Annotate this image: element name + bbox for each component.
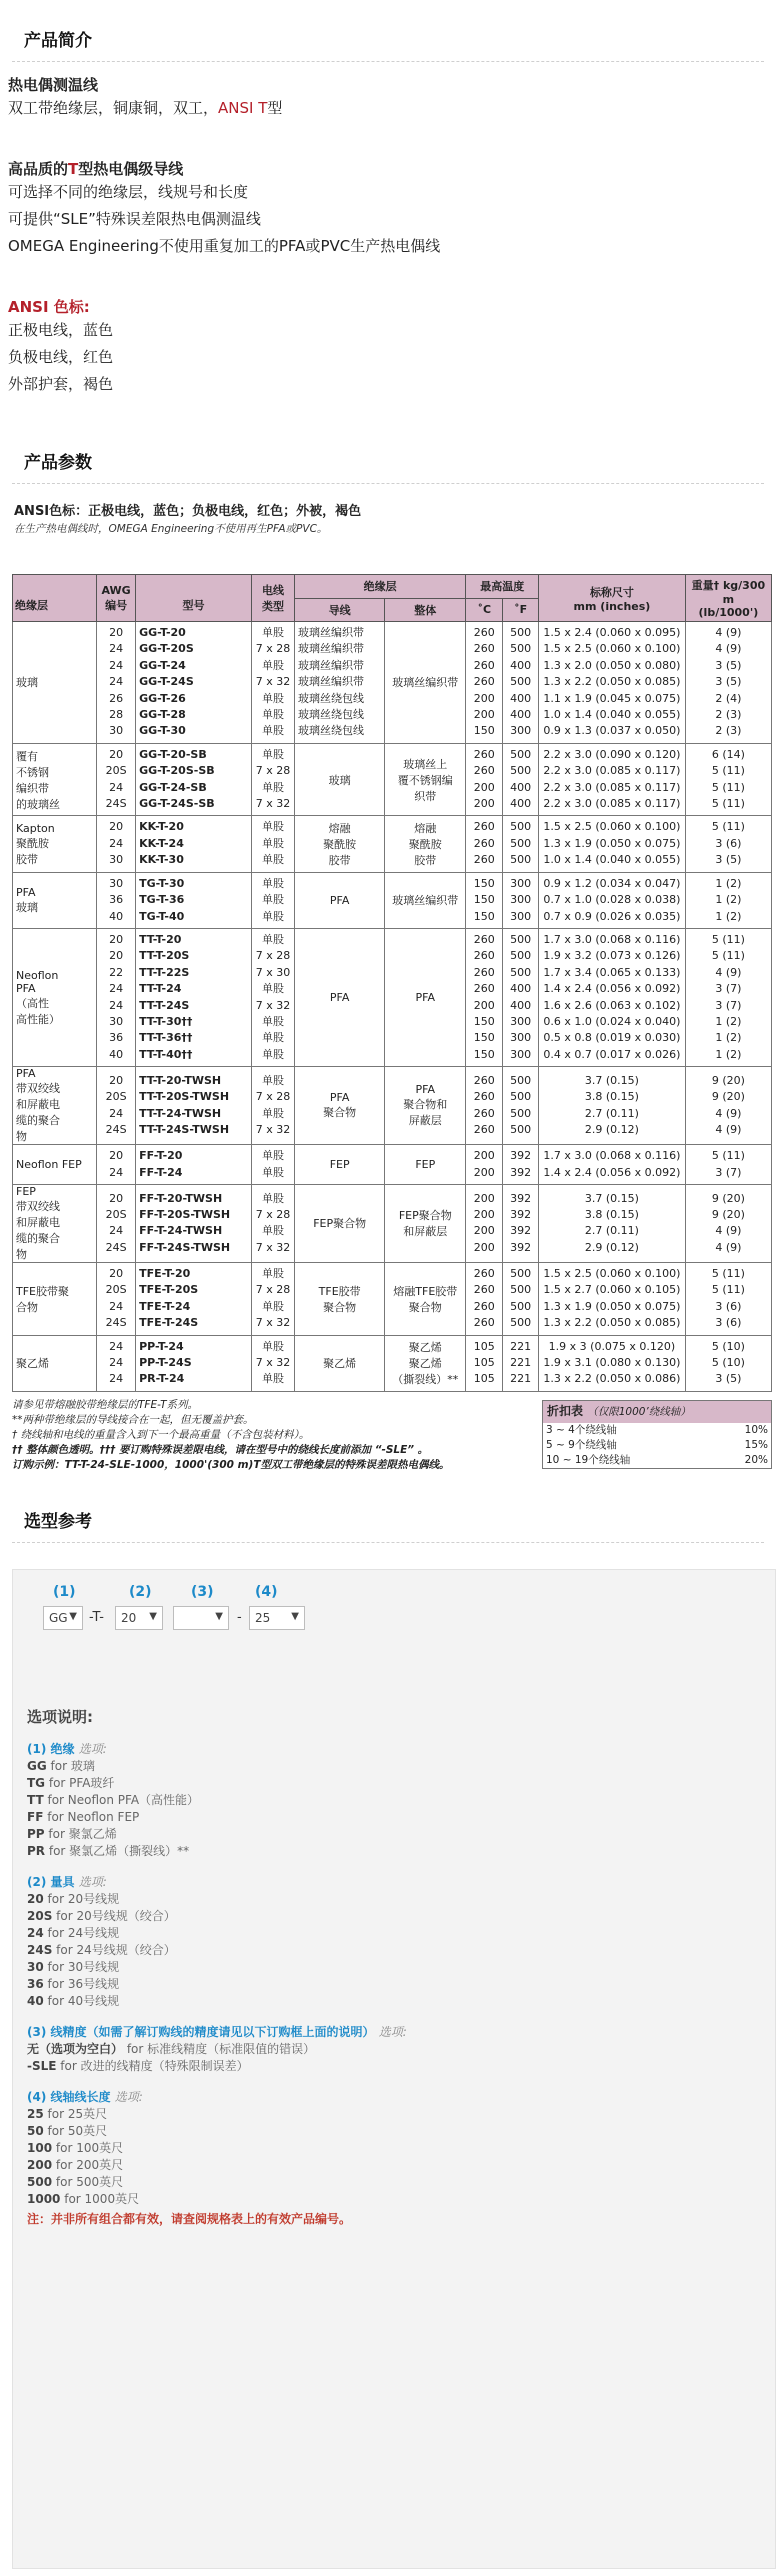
chevron-down-icon: ▼: [149, 1610, 157, 1622]
cell-overall: 玻璃丝编织带: [385, 622, 466, 744]
step-number: (3): [191, 1583, 214, 1600]
ansi-line: ANSI色标：正极电线，蓝色；负极电线，红色；外被，褐色: [14, 504, 362, 519]
option-group-heading: (3) 线精度（如需了解订购线的精度请见以下订购框上面的说明） 选项:: [27, 2024, 407, 2039]
step-number: (4): [255, 1583, 278, 1600]
cell-conductor: 玻璃丝编织带 玻璃丝编织带 玻璃丝编织带 玻璃丝编织带 玻璃丝绕包线 玻璃丝绕包线 玻璃丝绕包线: [295, 622, 385, 744]
th-c: ˚C: [466, 598, 503, 622]
cell-dims: 1.9 x 3 (0.075 x 0.120) 1.9 x 3.1 (0.080 x 0.130) 1.3 x 2.2 (0.050 x 0.086): [539, 1335, 686, 1391]
note-line: 请参见带熔融胶带绝缘层的TFE-T系列。: [12, 1398, 199, 1411]
option-group: [27, 1874, 775, 2010]
option-item: FF for Neoflon FEP: [27, 1809, 140, 1824]
cell-insulation: Neoflon FEP: [13, 1145, 97, 1185]
separator: -T-: [89, 1609, 104, 1625]
cell-insulation: FEP 带双绞线 和屏蔽电 缆的聚合 物: [13, 1184, 97, 1262]
spec-table-body: [13, 622, 772, 1392]
option-item: 20S for 20号线规（绞合）: [27, 1908, 176, 1923]
th-insulation: 绝缘层: [13, 575, 97, 622]
option-group: [27, 1741, 775, 1860]
intro-heading: 产品简介: [12, 14, 764, 62]
th-weight: 重量† kg/300 m (lb/1000'): [685, 575, 771, 622]
table-row: [13, 1262, 772, 1335]
th-awg: AWG 编号: [97, 575, 136, 622]
step-number: (2): [129, 1583, 152, 1600]
cell-wiretype: 单股 7 x 32 单股: [251, 1335, 294, 1391]
option-groups: [27, 1741, 775, 2208]
th-maxtemp: 最高温度: [466, 575, 539, 599]
table-row: [13, 1184, 772, 1262]
title2-pre: 高品质的: [8, 160, 69, 178]
option-item: 30 for 30号线规: [27, 1959, 120, 1974]
intro-title-1: 热电偶测温线: [8, 76, 99, 94]
cell-insulation: TFE胶带聚 合物: [13, 1262, 97, 1335]
option-group: [27, 2024, 775, 2075]
cell-overall: PFA: [385, 928, 466, 1066]
table-row: [13, 1067, 772, 1145]
ansi-note: [0, 484, 776, 536]
gauge-select[interactable]: 20 ▼: [115, 1606, 163, 1630]
cell-weight: 5 (11) 5 (11) 4 (9) 3 (7) 3 (7) 1 (2) 1 (2) 1 (2): [685, 928, 771, 1066]
note-line: † 绕线轴和电线的重量含入到下一个最高重量（不含包装材料）。: [12, 1428, 310, 1441]
cell-insulation: PFA 带双绞线 和屏蔽电 缆的聚合 物: [13, 1067, 97, 1145]
discount-row: 3 ~ 4个绕线轴 10%: [546, 1423, 768, 1436]
selection-heading: 选型参考: [12, 1495, 764, 1543]
table-row: [13, 1145, 772, 1185]
note-line: 订购示例：TT-T-24-SLE-1000，1000'(300 m)T型双工带绝缘层的特殊误差限热电偶线。: [12, 1458, 450, 1471]
cell-temp-c: 260 260 260 260 200 150 150 150: [466, 928, 503, 1066]
cell-awg: 30 36 40: [97, 872, 136, 928]
cell-temp-f: 500 500 500 400 400 300 300 300: [503, 928, 539, 1066]
cell-weight: 9 (20) 9 (20) 4 (9) 4 (9): [685, 1184, 771, 1262]
cell-overall: FEP聚合物 和屏蔽层: [385, 1184, 466, 1262]
selector-row: [27, 1606, 775, 1640]
title2-post: 型热电偶级导线: [78, 160, 184, 178]
cell-temp-c: 150 150 150: [466, 872, 503, 928]
option-item: 200 for 200英尺: [27, 2157, 124, 2172]
cell-weight: 1 (2) 1 (2) 1 (2): [685, 872, 771, 928]
configurator: [12, 1569, 776, 2569]
cell-wiretype: 单股 7 x 28 单股 7 x 32: [251, 743, 294, 816]
cell-temp-c: 260 260 260 260 200 200 150: [466, 622, 503, 744]
intro-line: 正极电线，蓝色: [8, 321, 114, 339]
cell-insulation: 覆有 不锈钢 编织带 的玻璃丝: [13, 743, 97, 816]
chevron-down-icon: ▼: [215, 1610, 223, 1622]
option-item: PR for 聚氯乙烯（撕裂线）**: [27, 1843, 190, 1858]
cell-awg: 20 20S 24 24S: [97, 1262, 136, 1335]
cell-model: FF-T-20-TWSH FF-T-20S-TWSH FF-T-24-TWSH FF-T-24S-TWSH: [136, 1184, 252, 1262]
separator: -: [237, 1609, 242, 1625]
cell-wiretype: 单股 7 x 28 单股 7 x 32: [251, 1262, 294, 1335]
option-item: GG for 玻璃: [27, 1758, 95, 1773]
cell-temp-c: 200 200 200 200: [466, 1184, 503, 1262]
option-group-heading: (4) 线轴线长度 选项:: [27, 2089, 143, 2104]
cell-model: FF-T-20 FF-T-24: [136, 1145, 252, 1185]
option-item: TG for PFA玻纤: [27, 1775, 115, 1790]
cell-weight: 5 (11) 5 (11) 3 (6) 3 (6): [685, 1262, 771, 1335]
accuracy-select[interactable]: [173, 1606, 229, 1630]
cell-dims: 3.7 (0.15) 3.8 (0.15) 2.7 (0.11) 2.9 (0.12): [539, 1067, 686, 1145]
option-item: 20 for 20号线规: [27, 1891, 120, 1906]
cell-weight: 5 (11) 3 (6) 3 (5): [685, 816, 771, 872]
cell-overall: 玻璃丝编织带: [385, 872, 466, 928]
cell-conductor: FEP聚合物: [295, 1184, 385, 1262]
cell-weight: 9 (20) 9 (20) 4 (9) 4 (9): [685, 1067, 771, 1145]
length-select[interactable]: 25 ▼: [249, 1606, 305, 1630]
th-wiretype: 电线 类型: [251, 575, 294, 622]
cell-temp-c: 260 260 260 260: [466, 1067, 503, 1145]
table-header-row: [13, 575, 772, 599]
cell-model: KK-T-20 KK-T-24 KK-T-30: [136, 816, 252, 872]
cell-temp-c: 260 260 260: [466, 816, 503, 872]
cell-wiretype: 单股 7 x 28 单股 7 x 32 单股 单股 单股: [251, 622, 294, 744]
cell-awg: 20 20S 24 24S: [97, 743, 136, 816]
cell-model: TFE-T-20 TFE-T-20S TFE-T-24 TFE-T-24S: [136, 1262, 252, 1335]
cell-temp-f: 300 300 300: [503, 872, 539, 928]
desc1-red: ANSI T: [218, 99, 268, 117]
cell-temp-f: 500 500 500 500: [503, 1262, 539, 1335]
cell-dims: 1.7 x 3.0 (0.068 x 0.116) 1.4 x 2.4 (0.056 x 0.092): [539, 1145, 686, 1185]
cell-model: TT-T-20 TT-T-20S TT-T-22S TT-T-24 TT-T-24S TT-T-30†† TT-T-36†† TT-T-40††: [136, 928, 252, 1066]
cell-temp-c: 105 105 105: [466, 1335, 503, 1391]
cell-weight: 6 (14) 5 (11) 5 (11) 5 (11): [685, 743, 771, 816]
cell-model: GG-T-20-SB GG-T-20S-SB GG-T-24-SB GG-T-24S-SB: [136, 743, 252, 816]
options-title: 选项说明:: [27, 1707, 93, 1726]
insulation-select[interactable]: GG ▼: [43, 1606, 83, 1630]
chevron-down-icon: ▼: [69, 1610, 77, 1622]
intro-title-3: ANSI 色标:: [8, 298, 90, 316]
option-item: 无（选项为空白） for 标准线精度（标准限值的错误）: [27, 2041, 316, 2056]
cell-insulation: 玻璃: [13, 622, 97, 744]
cell-insulation: 聚乙烯: [13, 1335, 97, 1391]
cell-temp-f: 500 500 500: [503, 816, 539, 872]
cell-awg: 20 20 22 24 24 30 36 40: [97, 928, 136, 1066]
option-item: 36 for 36号线规: [27, 1976, 120, 1991]
validity-note: 注：并非所有组合都有效，请查阅规格表上的有效产品编号。: [27, 2211, 352, 2226]
cell-overall: 聚乙烯 聚乙烯 （撕裂线）**: [385, 1335, 466, 1391]
th-ins-group: 绝缘层: [295, 575, 466, 599]
cell-conductor: TFE胶带 聚合物: [295, 1262, 385, 1335]
cell-wiretype: 单股 单股 单股: [251, 816, 294, 872]
cell-model: PP-T-24 PP-T-24S PR-T-24: [136, 1335, 252, 1391]
cell-conductor: PFA: [295, 872, 385, 928]
option-group-heading: (2) 量具 选项:: [27, 1874, 107, 1889]
cell-wiretype: 单股 7 x 28 单股 7 x 32: [251, 1184, 294, 1262]
cell-insulation: PFA 玻璃: [13, 872, 97, 928]
note-line: **两种带绝缘层的导线接合在一起，但无覆盖护套。: [12, 1413, 254, 1426]
cell-temp-c: 260 260 200 200: [466, 743, 503, 816]
cell-temp-c: 200 200: [466, 1145, 503, 1185]
step-number: (1): [53, 1583, 76, 1600]
option-item: PP for 聚氯乙烯: [27, 1826, 117, 1841]
discount-title: 折扣表 （仅限1000’绕线轴）: [543, 1401, 771, 1423]
cell-wiretype: 单股 7 x 28 单股 7 x 32: [251, 1067, 294, 1145]
cell-weight: 4 (9) 4 (9) 3 (5) 3 (5) 2 (4) 2 (3) 2 (3): [685, 622, 771, 744]
step-numbers: [27, 1578, 775, 1600]
table-row: [13, 928, 772, 1066]
option-item: 24S for 24号线规（绞合）: [27, 1942, 176, 1957]
intro-line: 可选择不同的绝缘层，线规号和长度: [8, 183, 249, 201]
option-item: 1000 for 1000英尺: [27, 2191, 140, 2206]
table-row: [13, 872, 772, 928]
cell-temp-f: 392 392: [503, 1145, 539, 1185]
chevron-down-icon: ▼: [291, 1610, 299, 1622]
cell-temp-f: 500 500 400 400: [503, 743, 539, 816]
th-f: ˚F: [503, 598, 539, 622]
table-row: [13, 1335, 772, 1391]
option-group-heading: (1) 绝缘 选项:: [27, 1741, 107, 1756]
cell-awg: 20 24 30: [97, 816, 136, 872]
cell-overall: FEP: [385, 1145, 466, 1185]
th-dims: 标称尺寸 mm (inches): [539, 575, 686, 622]
spec-table: [12, 574, 772, 1392]
cell-conductor: 聚乙烯: [295, 1335, 385, 1391]
desc1-pre: 双工带绝缘层，铜康铜，双工，: [8, 99, 219, 117]
cell-dims: 1.5 x 2.5 (0.060 x 0.100) 1.5 x 2.7 (0.060 x 0.105) 1.3 x 1.9 (0.050 x 0.075) 1.3 x 2.2 (0.050 x 0.085): [539, 1262, 686, 1335]
discount-row: 5 ~ 9个绕线轴 15%: [546, 1438, 768, 1451]
cell-awg: 20 20S 24 24S: [97, 1067, 136, 1145]
discount-row: 10 ~ 19个绕线轴 20%: [546, 1453, 768, 1466]
intro-desc-1: [8, 95, 768, 122]
th-conductor: 导线: [295, 598, 385, 622]
cell-temp-c: 260 260 260 260: [466, 1262, 503, 1335]
ansi-subline: 在生产热电偶线时，OMEGA Engineering不使用再生PFA或PVC。: [14, 523, 328, 535]
cell-dims: 1.5 x 2.4 (0.060 x 0.095) 1.5 x 2.5 (0.060 x 0.100) 1.3 x 2.0 (0.050 x 0.080) 1.3 x 2.2 (0.050 x 0.085) 1.1 x 1.9 (0.045 x 0.075) 1.0 x 1.4 (0.040 x 0.055) 0.9 x 1.3 (0.037 x 0.050): [539, 622, 686, 744]
cell-conductor: 熔融 聚酰胺 胶带: [295, 816, 385, 872]
th-overall: 整体: [385, 598, 466, 622]
table-row: [13, 743, 772, 816]
cell-dims: 1.7 x 3.0 (0.068 x 0.116) 1.9 x 3.2 (0.073 x 0.126) 1.7 x 3.4 (0.065 x 0.133) 1.4 x 2.4 (0.056 x 0.092) 1.6 x 2.6 (0.063 x 0.102) 0.6 x 1.0 (0.024 x 0.040) 0.5 x 0.8 (0.019 x 0.030) 0.4 x 0.7 (0.017 x 0.026): [539, 928, 686, 1066]
cell-insulation: Kapton 聚酰胺 胶带: [13, 816, 97, 872]
cell-awg: 24 24 24: [97, 1335, 136, 1391]
option-item: TT for Neoflon PFA（高性能）: [27, 1792, 200, 1807]
cell-dims: 3.7 (0.15) 3.8 (0.15) 2.7 (0.11) 2.9 (0.12): [539, 1184, 686, 1262]
table-row: [13, 622, 772, 744]
table-row: [13, 816, 772, 872]
intro-line: 外部护套，褐色: [8, 375, 114, 393]
cell-temp-f: 500 500 400 500 400 400 300: [503, 622, 539, 744]
cell-awg: 20 24 24 24 26 28 30: [97, 622, 136, 744]
option-item: 25 for 25英尺: [27, 2106, 108, 2121]
cell-dims: 2.2 x 3.0 (0.090 x 0.120) 2.2 x 3.0 (0.085 x 0.117) 2.2 x 3.0 (0.085 x 0.117) 2.2 x 3.0 (0.085 x 0.117): [539, 743, 686, 816]
intro-block: [0, 74, 776, 398]
discount-table: [542, 1400, 772, 1469]
cell-insulation: Neoflon PFA （高性 高性能）: [13, 928, 97, 1066]
cell-overall: PFA 聚合物和 屏蔽层: [385, 1067, 466, 1145]
cell-dims: 1.5 x 2.5 (0.060 x 0.100) 1.3 x 1.9 (0.050 x 0.075) 1.0 x 1.4 (0.040 x 0.055): [539, 816, 686, 872]
intro-line: 负极电线，红色: [8, 348, 114, 366]
table-notes: [12, 1398, 776, 1473]
cell-overall: 熔融TFE胶带 聚合物: [385, 1262, 466, 1335]
option-item: 500 for 500英尺: [27, 2174, 124, 2189]
cell-temp-f: 500 500 500 500: [503, 1067, 539, 1145]
note-line: †† 整体颜色透明。††† 要订购特殊误差限电线，请在型号中的绕线长度前添加 “-SLE” 。: [12, 1443, 429, 1456]
cell-overall: 玻璃丝上 覆不锈钢编 织带: [385, 743, 466, 816]
option-item: 50 for 50英尺: [27, 2123, 108, 2138]
cell-awg: 20 24: [97, 1145, 136, 1185]
params-heading: 产品参数: [12, 436, 764, 484]
cell-conductor: 玻璃: [295, 743, 385, 816]
intro-title-2: [8, 158, 768, 179]
desc1-post: 型: [267, 99, 283, 117]
cell-wiretype: 单股 单股 单股: [251, 872, 294, 928]
cell-weight: 5 (10) 5 (10) 3 (5): [685, 1335, 771, 1391]
cell-wiretype: 单股 7 x 28 7 x 30 单股 7 x 32 单股 单股 单股: [251, 928, 294, 1066]
cell-weight: 5 (11) 3 (7): [685, 1145, 771, 1185]
cell-model: GG-T-20 GG-T-20S GG-T-24 GG-T-24S GG-T-26 GG-T-28 GG-T-30: [136, 622, 252, 744]
cell-conductor: PFA: [295, 928, 385, 1066]
cell-dims: 0.9 x 1.2 (0.034 x 0.047) 0.7 x 1.0 (0.028 x 0.038) 0.7 x 0.9 (0.026 x 0.035): [539, 872, 686, 928]
cell-awg: 20 20S 24 24S: [97, 1184, 136, 1262]
option-item: 40 for 40号线规: [27, 1993, 120, 2008]
option-item: -SLE for 改进的线精度（特殊限制误差）: [27, 2058, 249, 2073]
cell-wiretype: 单股 单股: [251, 1145, 294, 1185]
cell-model: TG-T-30 TG-T-36 TG-T-40: [136, 872, 252, 928]
cell-overall: 熔融 聚酰胺 胶带: [385, 816, 466, 872]
cell-temp-f: 392 392 392 392: [503, 1184, 539, 1262]
title2-red: T: [68, 160, 79, 178]
cell-conductor: FEP: [295, 1145, 385, 1185]
th-model: 型号: [136, 575, 252, 622]
option-group: [27, 2089, 775, 2208]
intro-line: 可提供“SLE”特殊误差限热电偶测温线: [8, 210, 261, 228]
cell-temp-f: 221 221 221: [503, 1335, 539, 1391]
option-item: 24 for 24号线规: [27, 1925, 120, 1940]
option-item: 100 for 100英尺: [27, 2140, 124, 2155]
cell-model: TT-T-20-TWSH TT-T-20S-TWSH TT-T-24-TWSH TT-T-24S-TWSH: [136, 1067, 252, 1145]
intro-line: OMEGA Engineering不使用重复加工的PFA或PVC生产热电偶线: [8, 237, 441, 255]
cell-conductor: PFA 聚合物: [295, 1067, 385, 1145]
